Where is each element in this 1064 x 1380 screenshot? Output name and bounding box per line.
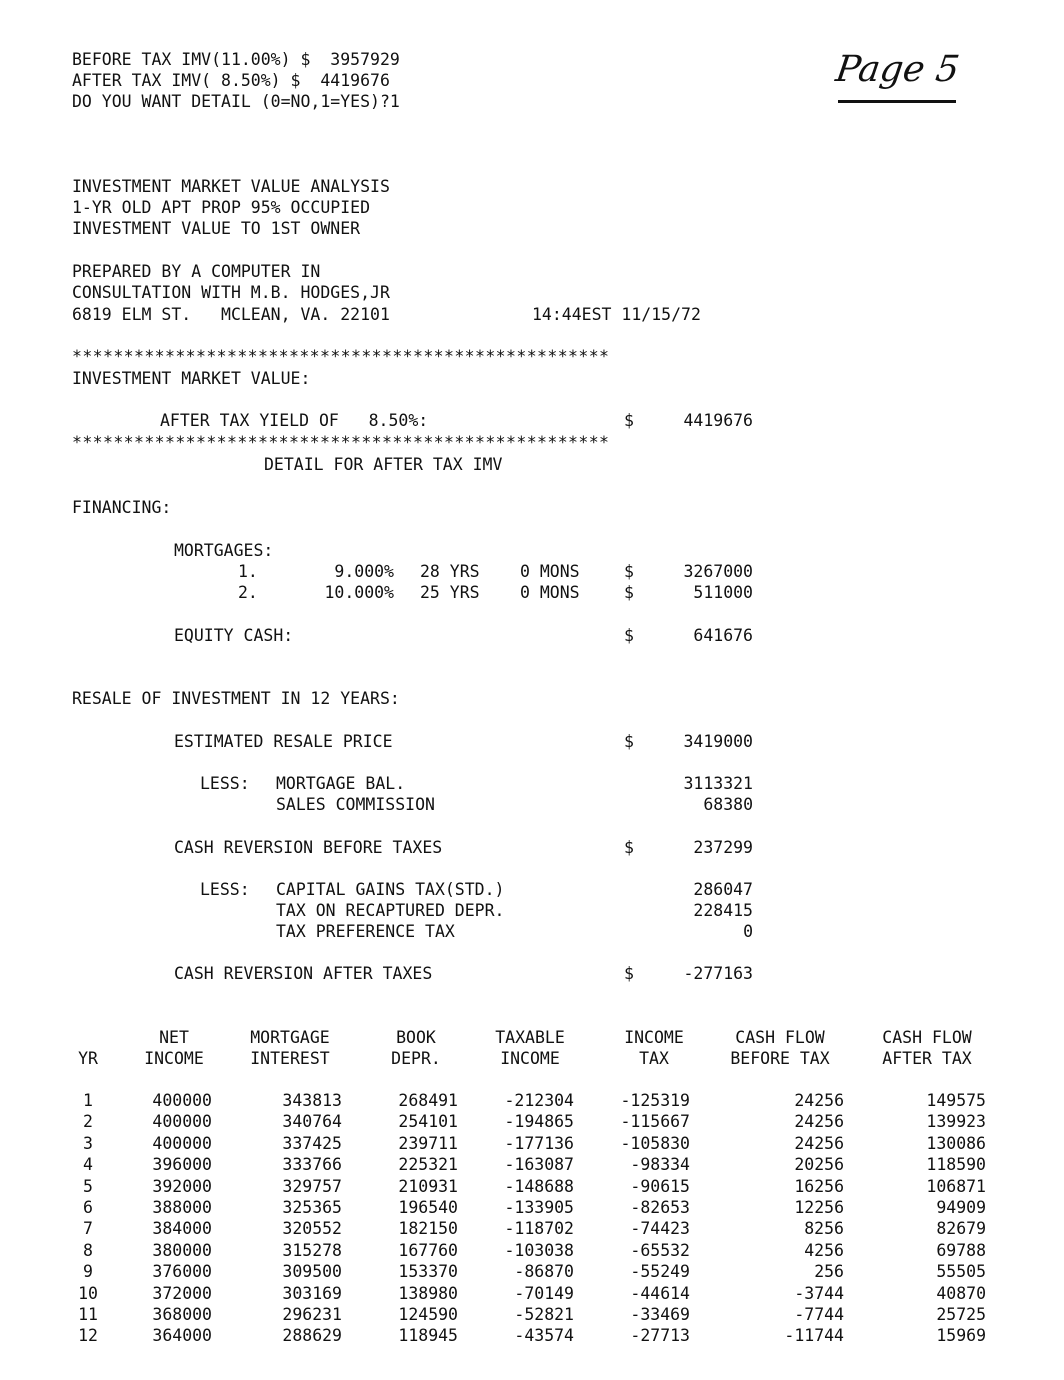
table-cell: 303169 [282,1283,342,1303]
less-prefix-1: LESS: [200,774,250,793]
table-cell: 1 [83,1091,93,1110]
table-cell: -103038 [504,1240,574,1260]
table-cell: -148688 [504,1176,574,1196]
table-cell: 124590 [398,1304,458,1324]
table-cell: 10 [78,1283,98,1303]
col-cash-flow-before-tax [720,1090,844,1347]
table-cell: 210931 [398,1176,458,1196]
table-cell: 7 [83,1219,93,1239]
table-cell: 400000 [152,1091,212,1110]
cash-reversion-before-currency: $ [624,838,634,857]
mortgage-1-rate: 9.000% [334,562,394,581]
table-cell: 239711 [398,1133,458,1153]
resale-heading: RESALE OF INVESTMENT IN 12 YEARS: [72,689,400,708]
tax-preference-label: TAX PREFERENCE TAX [276,922,455,941]
cash-reversion-before-label: CASH REVERSION BEFORE TAXES [174,838,443,857]
financing-heading: FINANCING: [72,498,172,517]
table-cell: -133905 [504,1197,574,1217]
mortgage-1-years: 28 YRS [420,562,480,581]
after-tax-label: AFTER TAX IMV( 8.50%) $ [72,71,301,90]
col-header-cf-after-tax: AFTER TAX [882,1049,972,1068]
page-number-underline [838,100,956,103]
table-cell: 94909 [936,1197,986,1217]
table-cell: -105830 [620,1133,690,1153]
consultation: CONSULTATION WITH M.B. HODGES,JR [72,283,390,302]
table-cell: 8 [83,1240,93,1260]
capital-gains-label: CAPITAL GAINS TAX(STD.) [276,880,505,899]
table-cell: 380000 [152,1240,212,1260]
before-tax-label: BEFORE TAX IMV(11.00%) $ [72,50,311,69]
table-cell: 24256 [794,1112,844,1132]
col-header-net-top: NET [159,1028,189,1047]
col-header-net-income: INCOME [144,1049,204,1068]
mortgage-2-num: 2. [238,583,258,602]
table-cell: 149575 [926,1091,986,1110]
table-cell: 329757 [282,1176,342,1196]
table-cell: -3744 [794,1283,844,1303]
col-net-income [112,1090,212,1347]
star-divider-top: **************************************************** [72,347,610,366]
table-cell: 106871 [926,1176,986,1196]
table-cell: 364000 [152,1326,212,1346]
mortgage-2-years: 25 YRS [420,583,480,602]
table-cell: -115667 [620,1112,690,1132]
table-cell: -82653 [630,1197,690,1217]
table-cell: 24256 [794,1133,844,1153]
table-cell: 139923 [926,1112,986,1132]
table-cell: -33469 [630,1304,690,1324]
col-header-taxable-income: INCOME [500,1049,560,1068]
table-cell: 343813 [282,1091,342,1110]
col-mortgage-interest [232,1090,342,1347]
after-tax-imv [72,70,390,91]
col-header-income-tax: TAX [639,1049,669,1068]
star-divider-bottom: **************************************************** [72,433,610,452]
mortgage-bal-label: MORTGAGE BAL. [276,774,406,793]
table-cell: 254101 [398,1112,458,1132]
mortgage-1-months: 0 MONS [520,562,580,581]
table-cell: -7744 [794,1304,844,1324]
table-cell: -212304 [504,1091,574,1110]
table-cell: -74423 [630,1219,690,1239]
table-cell: 16256 [794,1176,844,1196]
cash-reversion-after-label: CASH REVERSION AFTER TAXES [174,964,433,983]
prepared-by: PREPARED BY A COMPUTER IN [72,262,321,281]
table-cell: 333766 [282,1155,342,1175]
table-cell: 320552 [282,1219,342,1239]
table-cell: 376000 [152,1262,212,1282]
address: 6819 ELM ST. MCLEAN, VA. 22101 [72,305,390,324]
detail-heading: DETAIL FOR AFTER TAX IMV [264,455,503,474]
mortgage-2-amount: 511000 [693,583,753,602]
table-cell: -194865 [504,1112,574,1132]
col-cash-flow-after-tax [862,1090,986,1347]
table-cell: 6 [83,1197,93,1217]
table-cell: -70149 [514,1283,574,1303]
tax-preference-value: 0 [743,922,753,941]
table-cell: -163087 [504,1155,574,1175]
col-header-cf-before-tax: BEFORE TAX [730,1049,830,1068]
report-title: INVESTMENT MARKET VALUE ANALYSIS [72,177,390,196]
capital-gains-value: 286047 [693,880,753,899]
table-cell: 82679 [936,1219,986,1239]
table-cell: 225321 [398,1155,458,1175]
less-prefix-2: LESS: [200,880,250,899]
table-cell: 8256 [804,1219,844,1239]
table-cell: 196540 [398,1197,458,1217]
table-cell: 24256 [794,1091,844,1110]
table-cell: 340764 [282,1112,342,1132]
table-cell: 153370 [398,1262,458,1282]
table-cell: 3 [83,1133,93,1153]
table-cell: 2 [83,1112,93,1132]
sales-commission-label: SALES COMMISSION [276,795,435,814]
recaptured-depr-label: TAX ON RECAPTURED DEPR. [276,901,505,920]
table-cell: 20256 [794,1155,844,1175]
table-cell: 12256 [794,1197,844,1217]
report-subtitle-2: INVESTMENT VALUE TO 1ST OWNER [72,219,361,238]
col-header-mortgage-interest: INTEREST [250,1049,330,1068]
table-cell: 256 [814,1262,844,1282]
table-cell: 400000 [152,1133,212,1153]
table-cell: 167760 [398,1240,458,1260]
equity-cash-label: EQUITY CASH: [174,626,294,645]
table-cell: -86870 [514,1262,574,1282]
mortgages-heading: MORTGAGES: [174,541,274,560]
table-cell: 25725 [936,1304,986,1324]
table-cell: 4256 [804,1240,844,1260]
mortgage-1-currency: $ [624,562,634,581]
table-cell: 325365 [282,1197,342,1217]
table-cell: 11 [78,1304,98,1324]
table-cell: 368000 [152,1304,212,1324]
table-cell: -125319 [620,1091,690,1110]
mortgage-2-currency: $ [624,583,634,602]
col-income-tax [590,1090,690,1347]
table-cell: 40870 [936,1283,986,1303]
resale-price-value: 3419000 [683,732,753,751]
resale-price-currency: $ [624,732,634,751]
mortgage-bal-value: 3113321 [683,774,753,793]
table-cell: 296231 [282,1304,342,1324]
col-header-book-top: BOOK [396,1028,436,1047]
detail-prompt: DO YOU WANT DETAIL (0=NO,1=YES)?1 [72,92,400,111]
equity-cash-value: 641676 [693,626,753,645]
before-tax-imv [72,49,400,70]
table-cell: 337425 [282,1133,342,1153]
table-cell: -55249 [630,1262,690,1282]
sales-commission-value: 68380 [703,795,753,814]
table-cell: 268491 [398,1091,458,1110]
cash-reversion-before-value: 237299 [693,838,753,857]
col-taxable-income [470,1090,574,1347]
yield-label: AFTER TAX YIELD OF 8.50%: [160,411,429,430]
cash-reversion-after-value: -277163 [683,964,753,983]
col-yr [66,1090,110,1347]
table-cell: 309500 [282,1262,342,1282]
table-cell: -52821 [514,1304,574,1324]
table-cell: 288629 [282,1326,342,1346]
table-cell: 130086 [926,1133,986,1153]
table-cell: 400000 [152,1112,212,1132]
mortgage-1-amount: 3267000 [683,562,753,581]
imv-heading: INVESTMENT MARKET VALUE: [72,369,311,388]
col-header-cf-after-top: CASH FLOW [882,1028,972,1047]
table-cell: 315278 [282,1240,342,1260]
mortgage-1-num: 1. [238,562,258,581]
page-number-handwritten: Page 5 [833,49,962,90]
table-cell: 12 [78,1326,98,1346]
table-cell: 392000 [152,1176,212,1196]
table-cell: 138980 [398,1283,458,1303]
table-cell: 372000 [152,1283,212,1303]
col-header-cf-before-top: CASH FLOW [735,1028,825,1047]
table-cell: -177136 [504,1133,574,1153]
table-cell: 15969 [936,1326,986,1346]
table-cell: -11744 [784,1326,844,1346]
after-tax-value: 4419676 [320,71,390,90]
col-book-depr [356,1090,458,1347]
table-cell: -65532 [630,1240,690,1260]
timestamp: 14:44EST 11/15/72 [532,305,701,324]
col-header-yr: YR [78,1049,98,1068]
table-cell: 69788 [936,1240,986,1260]
mortgage-2-rate: 10.000% [324,583,394,602]
table-cell: -27713 [630,1326,690,1346]
table-cell: 396000 [152,1155,212,1175]
yield-value: 4419676 [683,411,753,430]
yield-currency: $ [624,411,634,430]
table-cell: -44614 [630,1283,690,1303]
mortgage-2-months: 0 MONS [520,583,580,602]
table-cell: -90615 [630,1176,690,1196]
equity-cash-currency: $ [624,626,634,645]
table-cell: 9 [83,1262,93,1282]
resale-price-label: ESTIMATED RESALE PRICE [174,732,393,751]
table-cell: -98334 [630,1155,690,1175]
col-header-taxable-top: TAXABLE [495,1028,565,1047]
col-header-book-depr: DEPR. [391,1049,441,1068]
report-subtitle: 1-YR OLD APT PROP 95% OCCUPIED [72,198,371,217]
table-cell: 4 [83,1155,93,1175]
table-cell: 388000 [152,1197,212,1217]
col-header-mortgage-top: MORTGAGE [250,1028,330,1047]
cash-reversion-after-currency: $ [624,964,634,983]
table-cell: -118702 [504,1219,574,1239]
before-tax-value: 3957929 [330,50,400,69]
table-cell: 118590 [926,1155,986,1175]
table-cell: 118945 [398,1326,458,1346]
table-cell: -43574 [514,1326,574,1346]
table-cell: 182150 [398,1219,458,1239]
table-cell: 55505 [936,1262,986,1282]
table-cell: 384000 [152,1219,212,1239]
table-cell: 5 [83,1176,93,1196]
recaptured-depr-value: 228415 [693,901,753,920]
col-header-income-top: INCOME [624,1028,684,1047]
